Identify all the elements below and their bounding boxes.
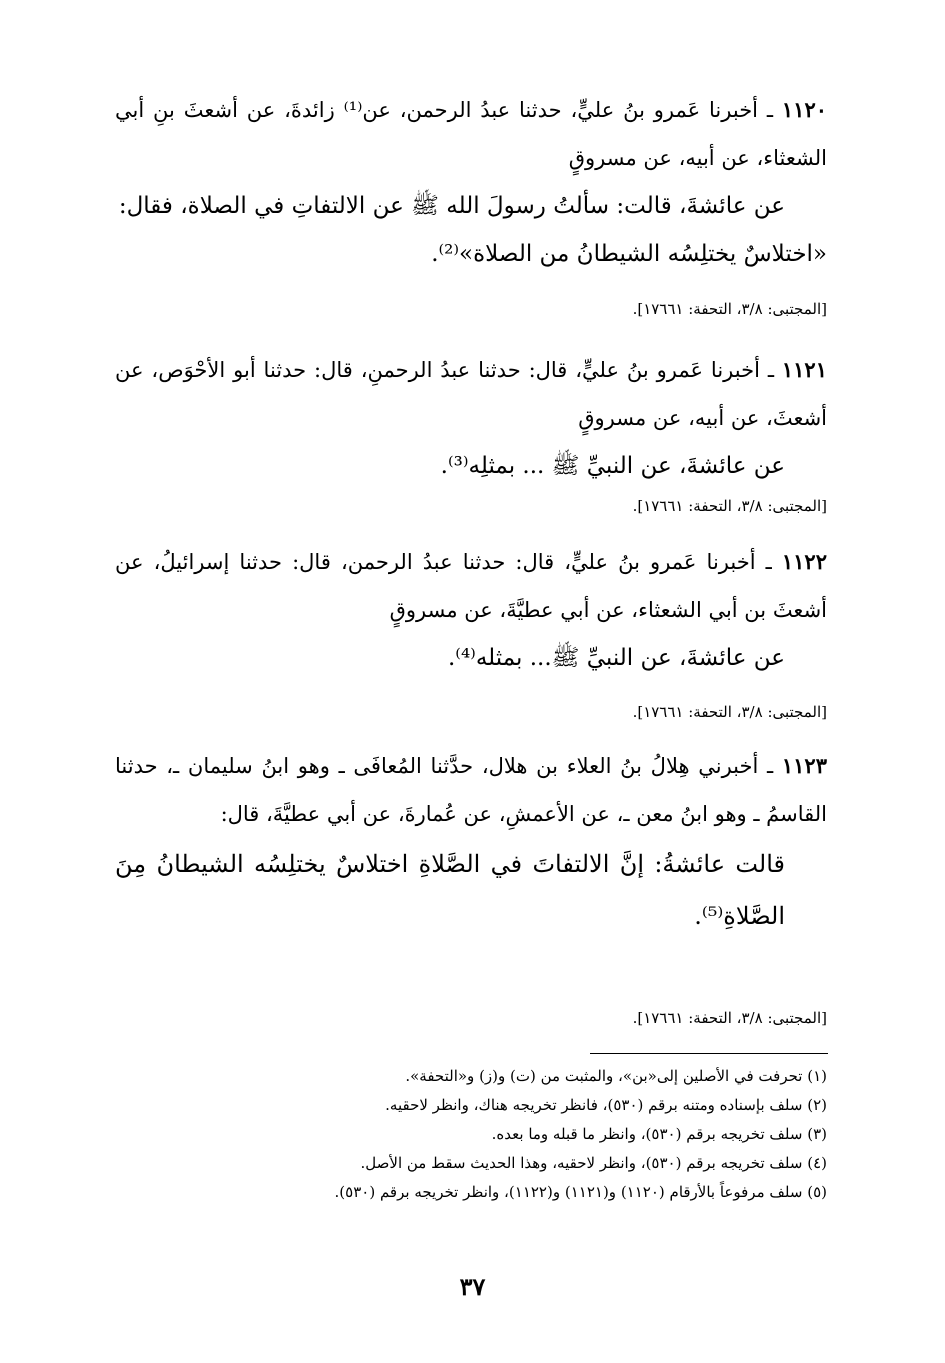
hadith-number: ١١٢١ (781, 357, 827, 382)
isnad-text: ـ أخبرنا عَمرو بنُ عليٍّ، قال: حدثنا عبدُ الرحمن، قال: حدثنا إسرائيلُ، عن أشعثَ بن أبي الشعثاء، عن أبي عطيَّةَ، عن مسروقٍ (115, 550, 827, 622)
hadith-matn: عن عائشةَ، قالت: سألتُ رسولَ الله ﷺ عن الالتفاتِ في الصلاة، فقال: (118, 193, 785, 219)
isnad-text: ـ أخبرني هِلالُ بنُ العلاء بن هلال، حدَّثنا المُعافَى ـ وهو ابنُ سليمان ـ، حدثنا القاسمُ ـ وهو ابنُ معن ـ، عن الأعمشِ، عن عُمارةَ، عن أبي عطيَّةَ، قال: (115, 754, 827, 826)
page-number: ٣٧ (459, 1272, 486, 1301)
hadith-number: ١١٢٠ (781, 97, 828, 122)
hadith-number: ١١٢٣ (781, 753, 827, 778)
hadith-1120 (115, 86, 827, 278)
hadith-matn: عن عائشةَ، عن النبيِّ ﷺ... بمثله⁽⁴⁾. (447, 645, 785, 671)
footnotes (115, 1062, 827, 1207)
footnote-5: (٥) سلف مرفوعاً بالأرقام (١١٢٠) و(١١٢١) و(١١٢٢)، وانظر تخريجه برقم (٥٣٠). (334, 1183, 827, 1201)
reference-1120: [المجتبى: ٣/٨، التحفة: ١٧٦٦١]. (632, 300, 827, 318)
hadith-1121 (115, 346, 827, 490)
reference-1122: [المجتبى: ٣/٨، التحفة: ١٧٦٦١]. (632, 703, 827, 721)
reference-1121: [المجتبى: ٣/٨، التحفة: ١٧٦٦١]. (632, 497, 827, 515)
footnote-separator (590, 1053, 828, 1054)
reference-1123: [المجتبى: ٣/٨، التحفة: ١٧٦٦١]. (632, 1009, 827, 1027)
hadith-matn-continued: «اختلاسٌ يختلِسُه الشيطانُ من الصلاة»⁽²⁾. (431, 241, 827, 267)
footnote-1: (١) تحرفت في الأصلين إلى«بن»، والمثبت من (ت) و(ز) و«التحفة». (405, 1067, 827, 1085)
hadith-isnad (115, 346, 827, 442)
isnad-text: ـ أخبرنا عَمرو بنُ عليٍّ، قال: حدثنا عبدُ الرحمنِ، قال: حدثنا أبو الأحْوَص، عن أشعثَ، عن أبيه، عن مسروقٍ (115, 358, 827, 430)
hadith-isnad (115, 742, 827, 838)
footnote-4: (٤) سلف تخريجه برقم (٥٣٠)، وانظر لاحقيه، وهذا الحديث سقط من الأصل. (360, 1154, 827, 1172)
hadith-1122 (115, 538, 827, 682)
isnad-text: ـ أخبرنا عَمرو بنُ عليٍّ، حدثنا عبدُ الرحمن، عن⁽¹⁾ زائدةَ، عن أشعثَ بنِ أبي الشعثاء، عن أبيه، عن مسروقٍ (115, 98, 827, 170)
hadith-isnad (115, 86, 827, 182)
hadith-number: ١١٢٢ (781, 549, 827, 574)
hadith-matn: عن عائشةَ، عن النبيِّ ﷺ ... بمثلِه⁽³⁾. (440, 453, 785, 479)
footnote-2: (٢) سلف بإسناده ومتنه برقم (٥٣٠)، فانظر تخريجه هناك، وانظر لاحقيه. (385, 1096, 827, 1114)
footnote-3: (٣) سلف تخريجه برقم (٥٣٠)، وانظر ما قبله وما بعده. (491, 1125, 827, 1143)
hadith-matn: قالت عائشةُ: إنَّ الالتفاتَ في الصَّلاةِ اختلاسٌ يختلِسُه الشيطانُ مِنَ الصَّلاةِ⁽⁵⁾. (115, 850, 785, 930)
hadith-isnad (115, 538, 827, 634)
hadith-1123 (115, 742, 827, 942)
